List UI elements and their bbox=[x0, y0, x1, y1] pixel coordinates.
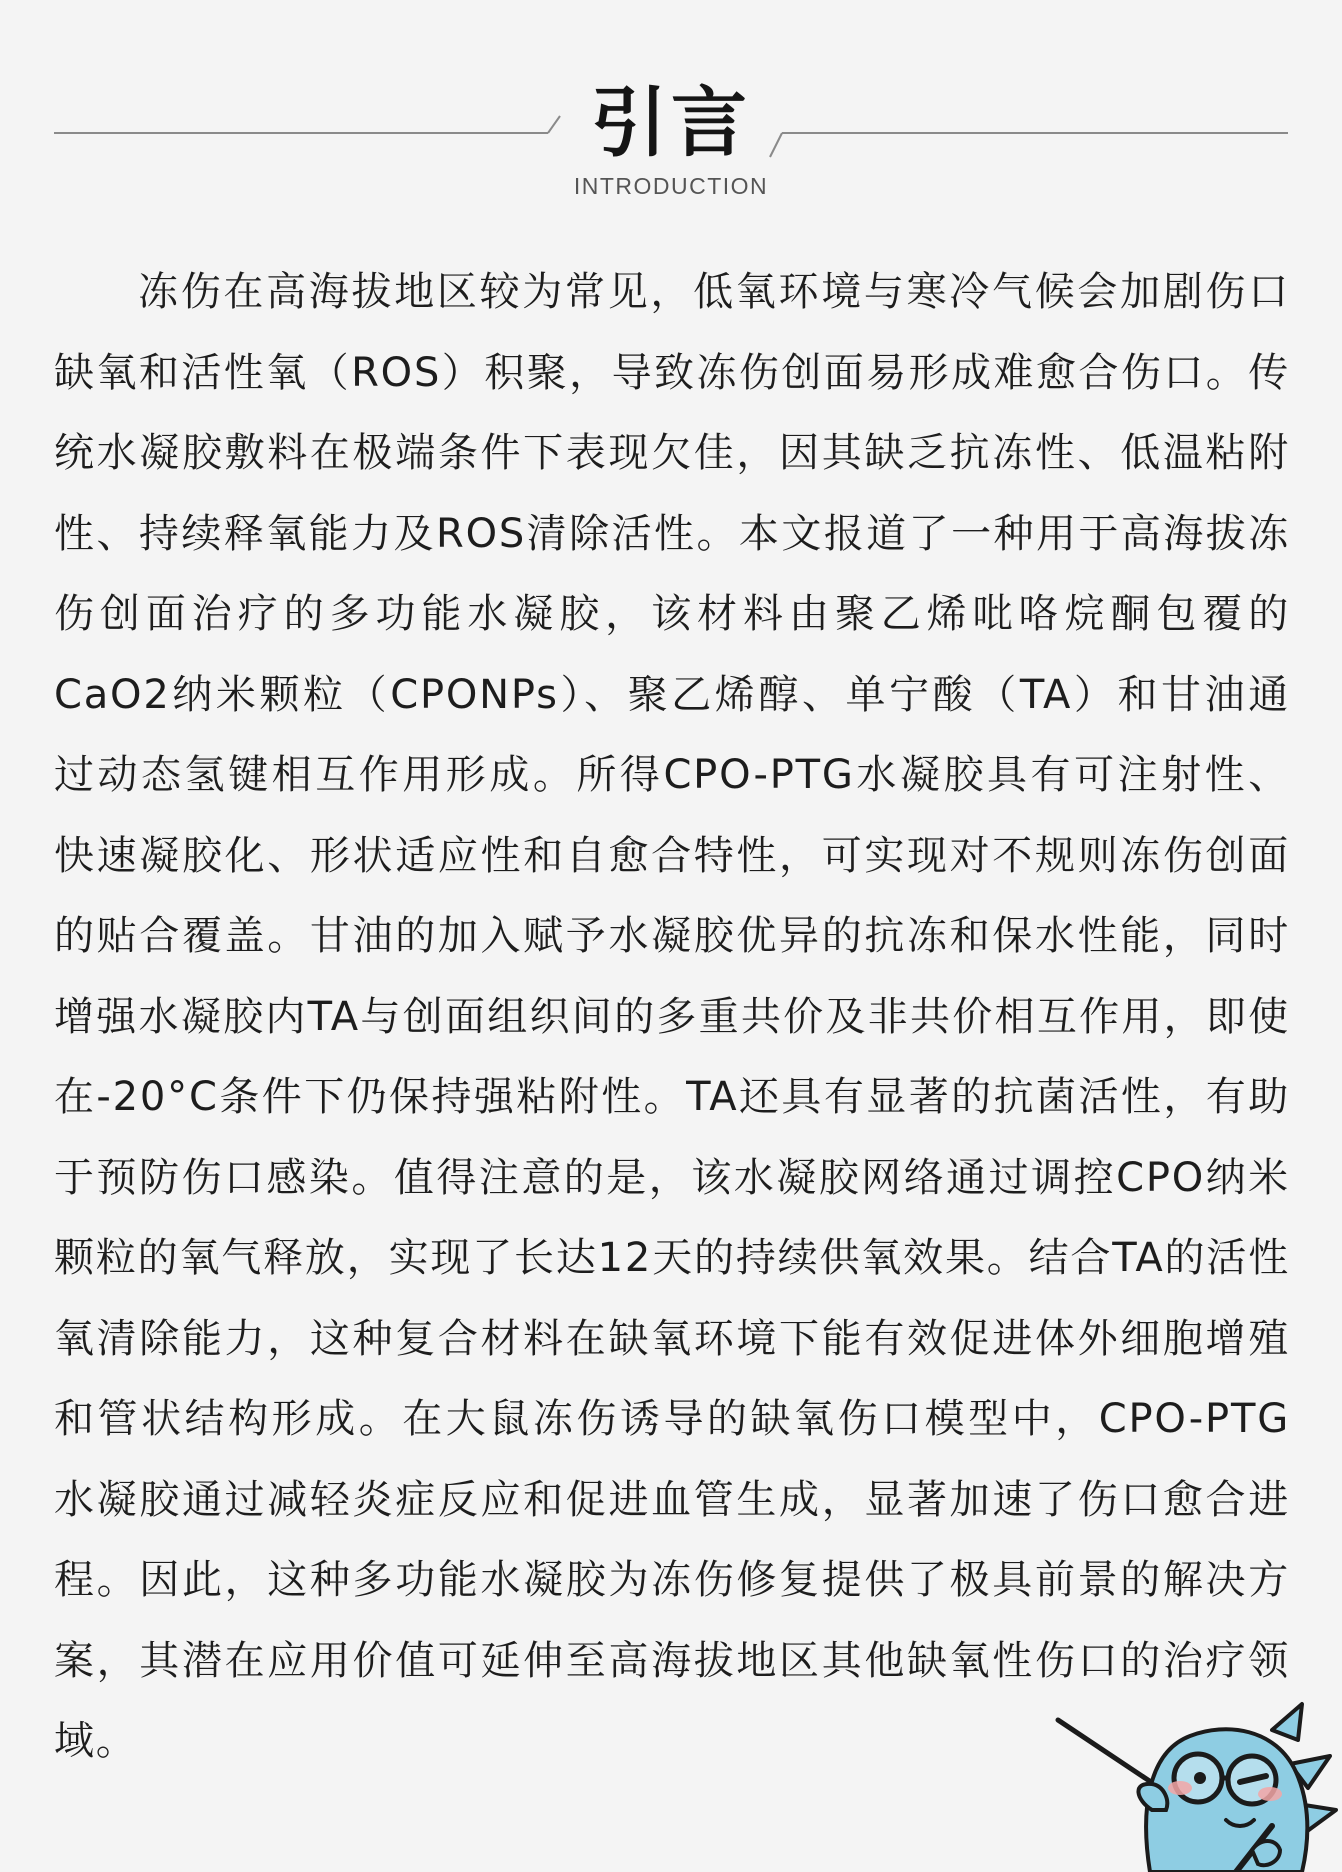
introduction-paragraph: 冻伤在高海拔地区较为常见，低氧环境与寒冷气候会加剧伤口缺氧和活性氧（ROS）积聚，导致冻伤创面易形成难愈合伤口。传统水凝胶敷料在极端条件下表现欠佳，因其缺乏抗冻性、低温粘附性、持续释氧能力及ROS清除活性。本文报道了一种用于高海拔冻伤创面治疗的多功能水凝胶，该材料由聚乙烯吡咯烷酮包覆的CaO2纳米颗粒（CPONPs）、聚乙烯醇、单宁酸（TA）和甘油通过动态氢键相互作用形成。所得CPO-PTG水凝胶具有可注射性、快速凝胶化、形状适应性和自愈合特性，可实现对不规则冻伤创面的贴合覆盖。甘油的加入赋予水凝胶优异的抗冻和保水性能，同时增强水凝胶内TA与创面组织间的多重共价及非共价相互作用，即使在-20°C条件下仍保持强粘附性。TA还具有显著的抗菌活性，有助于预防伤口感染。值得注意的是，该水凝胶网络通过调控CPO纳米颗粒的氧气释放，实现了长达12天的持续供氧效果。结合TA的活性氧清除能力，这种复合材料在缺氧环境下能有效促进体外细胞增殖和管状结构形成。在大鼠冻伤诱导的缺氧伤口模型中，CPO-PTG水凝胶通过减轻炎症反应和促进血管生成，显著加速了伤口愈合进程。因此，这种多功能水凝胶为冻伤修复提供了极具前景的解决方案，其潜在应用价值可延伸至高海拔地区其他缺氧性伤口的治疗领域。 bbox=[54, 269, 1290, 1764]
dinosaur-mascot-icon bbox=[1040, 1660, 1342, 1872]
page-title: 引言 bbox=[591, 78, 751, 167]
section-header bbox=[0, 0, 1342, 220]
page-subtitle: INTRODUCTION bbox=[573, 173, 769, 199]
